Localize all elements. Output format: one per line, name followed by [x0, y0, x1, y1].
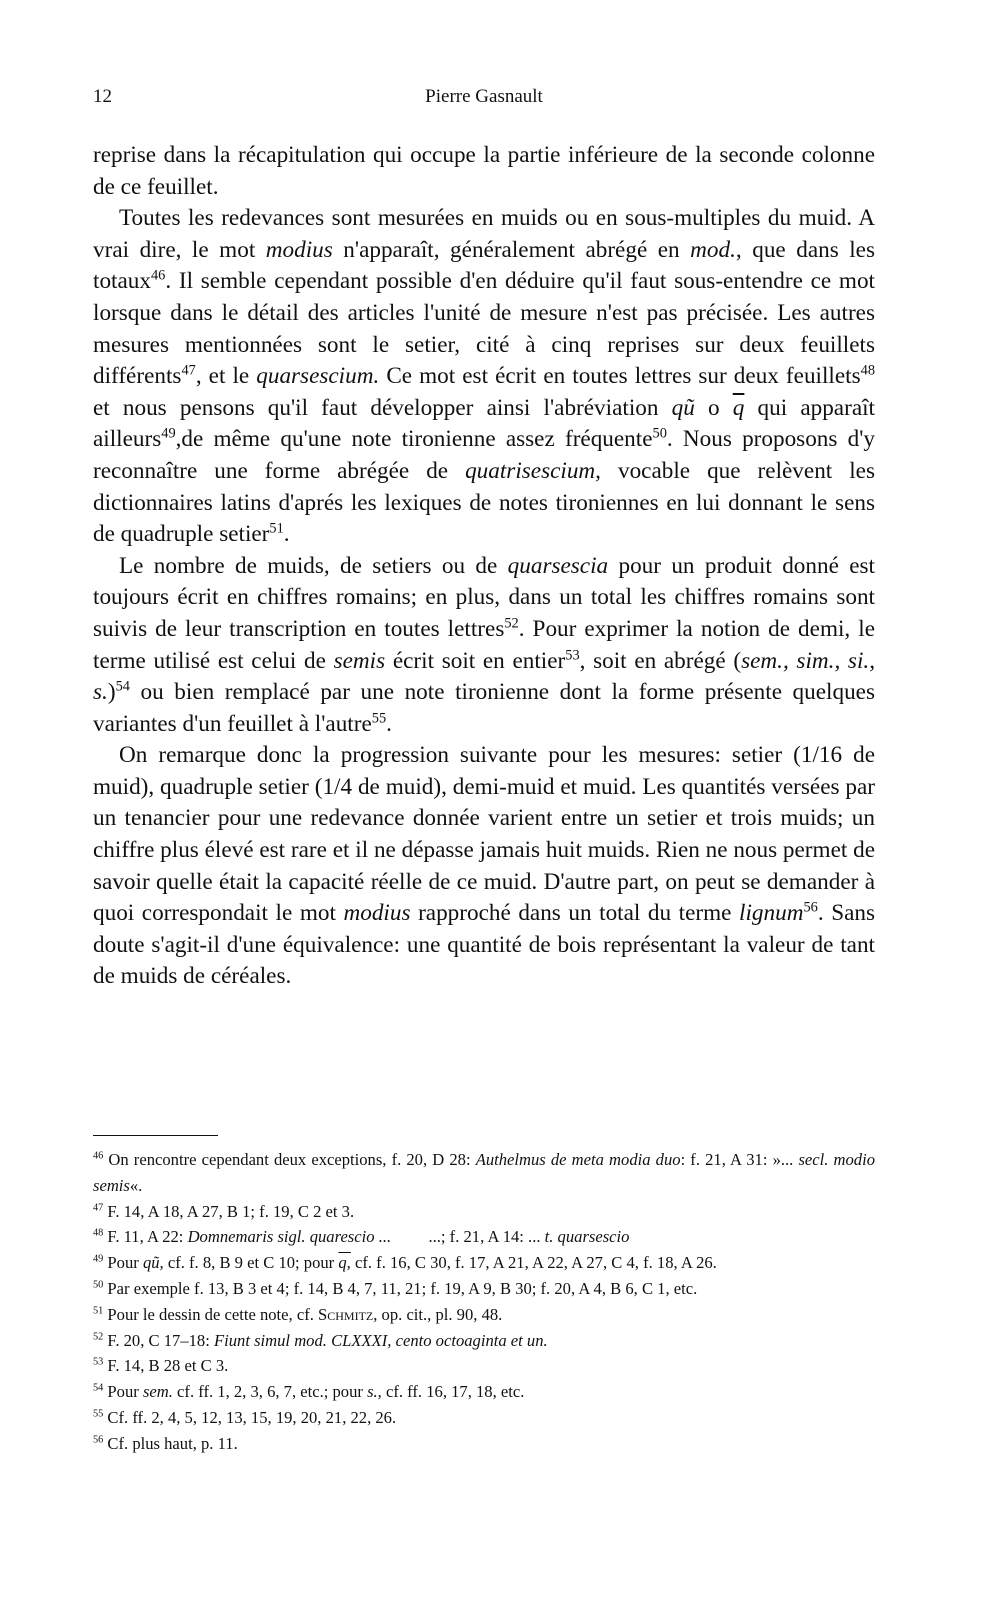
- footnote-ref: 54: [115, 678, 130, 695]
- footnote: $^{53}$ F. 14, B 28 et C 3.: [93, 1356, 229, 1376]
- running-head: Pierre Gasnault: [425, 86, 543, 107]
- footnote-ref: 51: [269, 520, 284, 537]
- footnote: $^{50}$ Par exemple f. 13, B 3 et 4; f. 14, B 4, 7, 11, 21; f. 19, A 9, B 30; f. 20, A 4, B 6, C 1, etc.: [93, 1278, 698, 1298]
- footnote-ref: 56: [803, 899, 818, 916]
- paragraph: Toutes les redevances sont mesurées en muids ou en sous-multiples du muid. A vrai dire, le mot modius n'apparaît, généralement abrégé en mod., que dans les totaux$^{46}$. Il semble cependant possible d'en déduire qu'il faut sous-entendre ce mot lorsque dans le détail des articles l'unité de mesure n'est pas précisée. Les autres mesures mentionnées sont le setier, cité à cinq reprises sur deux feuillets différents$^{47}$, et le quarsescium. Ce mot est écrit en toutes lettres sur deux feuillets$^{48}$ et nous pensons qu'il faut développer ainsi l'abréviation qũ o $\overline{q}$ qui apparaît ailleurs$^{49}$,de même qu'une note tironienne assez fréquente$^{50}$. Nous proposons d'y reconnaître une forme abrégée de quatrisescium, vocable que relèvent les dictionnaires latins d'aprés les lexiques de notes tironiennes en lui donnant le sens de quadruple setier$^{51}$.: [93, 205, 876, 548]
- footnotes: [93, 1147, 875, 1457]
- footnote: $^{52}$ F. 20, C 17–18: Fiunt simul mod. CLXXXI, cento octoaginta et un.: [93, 1330, 548, 1350]
- body-text: [93, 140, 875, 993]
- footnote-ref: 48: [860, 362, 876, 379]
- footnote: $^{51}$ Pour le dessin de cette note, cf. Schmitz, op. cit., pl. 90, 48.: [93, 1304, 503, 1324]
- footnote-ref: 47: [181, 362, 196, 379]
- footnote: $^{54}$ Pour sem. cf. ff. 1, 2, 3, 6, 7, etc.; pour s., cf. ff. 16, 17, 18, etc.: [93, 1382, 525, 1402]
- footnote-ref: 52: [504, 615, 519, 632]
- footnote: $^{55}$ Cf. ff. 2, 4, 5, 12, 13, 15, 19, 20, 21, 22, 26.: [93, 1407, 397, 1427]
- footnote: $^{46}$ On rencontre cependant deux exceptions, f. 20, D 28: Authelmus de meta modia duo: f. 21, A 31: »... secl. modio semis«.: [93, 1150, 876, 1195]
- paragraph: reprise dans la récapitulation qui occupe la partie inférieure de la seconde colonne de ce feuillet.: [93, 142, 875, 200]
- footnote-ref: 50: [652, 425, 667, 442]
- page-header: [93, 86, 875, 112]
- paragraph: On remarque donc la progression suivante pour les mesures: setier (1/16 de muid), quadruple setier (1/4 de muid), demi-muid et muid. Les quantités versées par un tenancier pour une redevance donnée varient entre un setier et trois muids; un chiffre plus élevé est rare et il ne dépasse jamais huit muids. Rien ne nous permet de savoir quelle était la capacité réelle de ce muid. D'autre part, on peut se demander à quoi correspondait le mot modius rapproché dans un total du terme lignum$^{56}$. Sans doute s'agit-il d'une équivalence: une quantité de bois représentant la valeur de tant de muids de céréales.: [93, 742, 875, 990]
- paragraph: Le nombre de muids, de setiers ou de quarsescia pour un produit donné est toujours écrit en chiffres romains; en plus, dans un total les chiffres romains sont suivis de leur transcription en toutes lettres$^{52}$. Pour exprimer la notion de demi, le terme utilisé est celui de semis écrit soit en entier$^{53}$, soit en abrégé (sem., sim., si., s.)$^{54}$ ou bien remplacé par une note tironienne dont la forme présente quelques variantes d'un feuillet à l'autre$^{55}$.: [93, 552, 875, 737]
- page-number: 12: [93, 86, 112, 107]
- footnote-ref: 53: [565, 646, 580, 663]
- footnote: $^{49}$ Pour qũ, cf. f. 8, B 9 et C 10; pour q, cf. f. 16, C 30, f. 17, A 21, A 22, A 27, C 4, f. 18, A 26.: [93, 1253, 717, 1273]
- footnote-ref: 46: [150, 267, 166, 284]
- footnote: $^{56}$ Cf. plus haut, p. 11.: [93, 1433, 238, 1453]
- footnote-separator: [93, 1135, 218, 1136]
- footnote-ref: 55: [371, 709, 387, 726]
- footnote: $^{47}$ F. 14, A 18, A 27, B 1; f. 19, C 2 et 3.: [93, 1201, 355, 1221]
- footnote-ref: 49: [161, 425, 176, 442]
- footnote: $^{48}$ F. 11, A 22: Domnemaris sigl. quarescio ... ...; f. 21, A 14: ... t. quarsescio: [93, 1227, 630, 1247]
